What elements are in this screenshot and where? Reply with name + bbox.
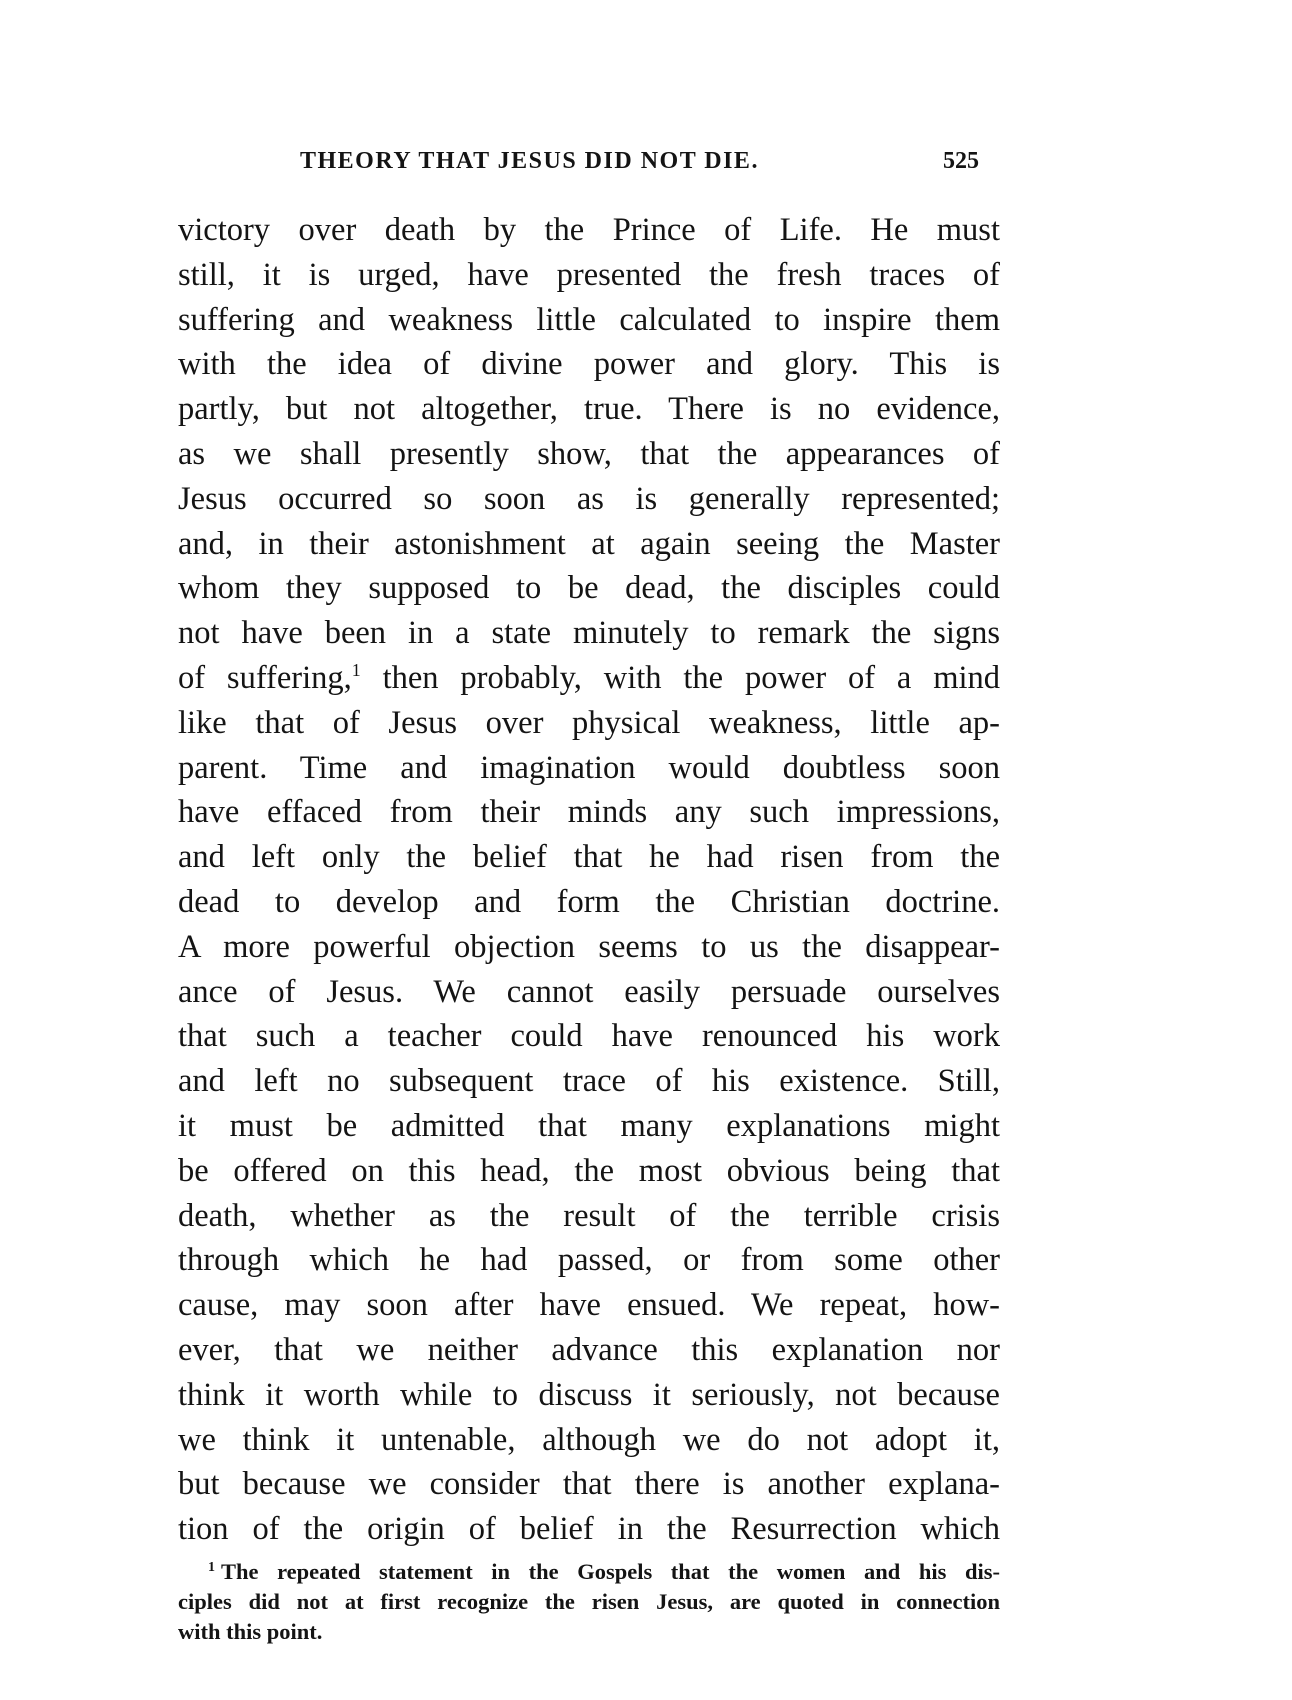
text-line: ance of Jesus. We cannot easily persuade ourselves [178,973,1000,1010]
text-line: A more powerful objection seems to us the disappear- [178,928,1000,965]
text-line: like that of Jesus over physical weakness, little ap- [178,704,1000,741]
page-number: 525 [943,148,979,174]
text-line: suffering and weakness little calculated to inspire them [178,301,1000,338]
text-line: with the idea of divine power and glory. This is [178,346,1000,383]
text-line: as we shall presently show, that the appearances of [178,435,1000,472]
text-line: that such a teacher could have renounced his work [178,1018,1000,1055]
text-line: not have been in a state minutely to remark the signs [178,615,1000,652]
footnote-reference[interactable]: 1 [351,660,361,681]
text-line: but because we consider that there is another explana- [178,1466,1000,1503]
text-line: it must be admitted that many explanations might [178,1107,1000,1144]
text-line: and, in their astonishment at again seeing the Master [178,525,1000,562]
text-line: we think it untenable, although we do not adopt it, [178,1421,1000,1458]
text-line: victory over death by the Prince of Life. He must [178,212,1000,248]
text-line: death, whether as the result of the terrible crisis [178,1197,1000,1234]
text-line: be offered on this head, the most obvious being that [178,1152,1000,1189]
text-line: partly, but not altogether, true. There is no evidence, [178,391,1000,428]
text-line: Jesus occurred so soon as is generally represented; [178,480,1000,517]
text-line: tion of the origin of belief in the Resurrection which [178,1511,1000,1548]
footnote-marker: 1 [208,1559,215,1575]
text-line: and left only the belief that he had risen from the [178,839,1000,876]
text-line: whom they supposed to be dead, the disciples could [178,570,1000,607]
main-text [178,208,1000,1552]
footnote-line: ciples did not at first recognize the risen Jesus, are quoted in connection [178,1589,1000,1614]
text-line: still, it is urged, have presented the fresh traces of [178,256,1000,293]
text-line: through which he had passed, or from some other [178,1242,1000,1279]
text-line: cause, may soon after have ensued. We repeat, how- [178,1287,1000,1324]
text-line: of suffering,$^1$ then probably, with the power of a mind [178,659,1001,696]
footnote [178,1557,1000,1647]
text-line: dead to develop and form the Christian doctrine. [178,883,1000,920]
text-line: ever, that we neither advance this explanation nor [178,1331,1000,1368]
running-title: THEORY THAT JESUS DID NOT DIE. [300,148,759,174]
footnote-line: with this point. [178,1619,323,1644]
text-line: parent. Time and imagination would doubtless soon [178,749,1000,786]
footnote-line: $^1$ The repeated statement in the Gospels that the women and his dis- [208,1559,1000,1584]
text-line: think it worth while to discuss it seriously, not because [178,1376,1000,1413]
text-line: and left no subsequent trace of his existence. Still, [178,1063,1000,1100]
text-line: have effaced from their minds any such impressions, [178,794,1000,831]
